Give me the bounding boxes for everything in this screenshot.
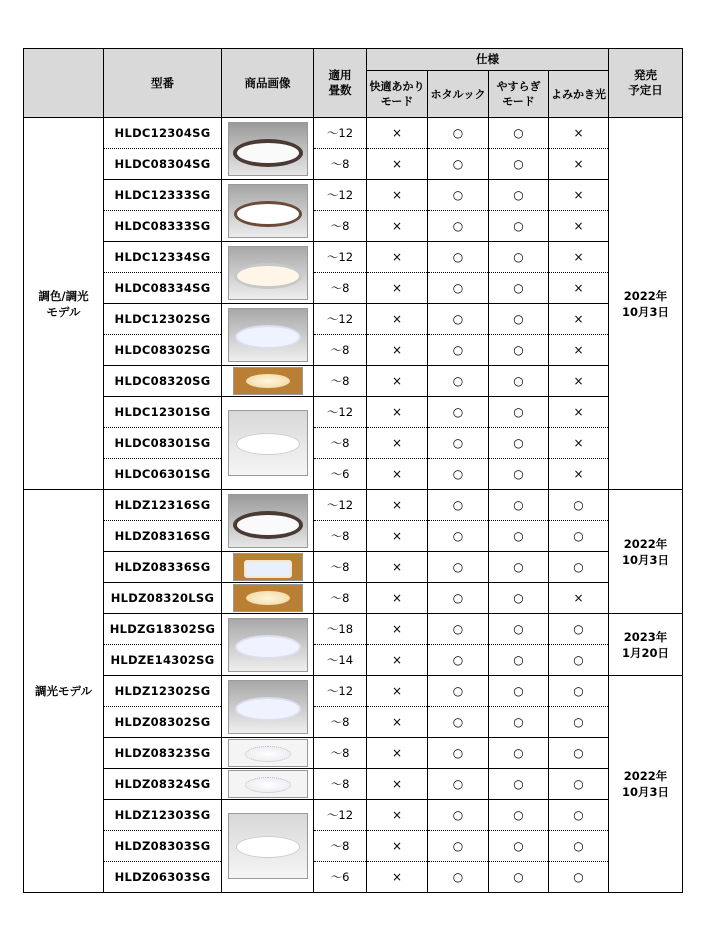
section-label: 調光モデル xyxy=(24,490,104,893)
table-row xyxy=(24,583,683,614)
lamp-warm-square-image xyxy=(233,553,303,581)
spec-hotaluck: ○ xyxy=(428,707,489,738)
lamp-clear-ring-image xyxy=(228,680,308,734)
table-row xyxy=(24,831,683,862)
table-row xyxy=(24,397,683,428)
lamp-warm-round-image xyxy=(233,367,303,395)
spec-yomikaki: ○ xyxy=(549,769,609,800)
model-number: HLDZ08316SG xyxy=(104,521,222,552)
spec-hotaluck: ○ xyxy=(428,645,489,676)
lamp-icon xyxy=(245,746,291,762)
lamp-silver-ring-image xyxy=(228,246,308,300)
spec-yasuragi: ○ xyxy=(489,707,549,738)
tatami-size: ～12 xyxy=(314,118,367,149)
model-number: HLDC12304SG xyxy=(104,118,222,149)
release-date: 2023年 1月20日 xyxy=(609,614,683,676)
spec-hotaluck: ○ xyxy=(428,242,489,273)
lamp-icon xyxy=(233,511,303,539)
tatami-size: ～14 xyxy=(314,645,367,676)
header-tatami: 適用 畳数 xyxy=(314,49,367,118)
spec-kaiteki: × xyxy=(367,490,428,521)
spec-yomikaki: × xyxy=(549,397,609,428)
model-number: HLDZ08324SG xyxy=(104,769,222,800)
lamp-plain-image xyxy=(228,813,308,879)
tatami-size: ～8 xyxy=(314,211,367,242)
model-number: HLDC12302SG xyxy=(104,304,222,335)
model-number: HLDZ08323SG xyxy=(104,738,222,769)
tatami-size: ～12 xyxy=(314,800,367,831)
release-date: 2022年 10月3日 xyxy=(609,676,683,893)
spec-yasuragi: ○ xyxy=(489,304,549,335)
product-spec-table xyxy=(23,48,683,893)
spec-hotaluck: ○ xyxy=(428,862,489,893)
spec-hotaluck: ○ xyxy=(428,800,489,831)
product-image-cell xyxy=(222,180,314,242)
spec-hotaluck: ○ xyxy=(428,149,489,180)
lamp-icon xyxy=(235,325,301,349)
model-number: HLDC08334SG xyxy=(104,273,222,304)
spec-yasuragi: ○ xyxy=(489,490,549,521)
spec-yasuragi: ○ xyxy=(489,273,549,304)
header-spec-yasuragi: やすらぎ モード xyxy=(489,71,549,118)
lamp-sparkle-image xyxy=(228,770,308,798)
spec-yomikaki: × xyxy=(549,118,609,149)
spec-kaiteki: × xyxy=(367,738,428,769)
table-row xyxy=(24,180,683,211)
model-number: HLDZG18302SG xyxy=(104,614,222,645)
table-row xyxy=(24,335,683,366)
spec-yasuragi: ○ xyxy=(489,831,549,862)
lamp-dark-ring-image xyxy=(228,494,308,548)
spec-yasuragi: ○ xyxy=(489,645,549,676)
lamp-icon xyxy=(234,201,302,227)
model-number: HLDZ08303SG xyxy=(104,831,222,862)
spec-yasuragi: ○ xyxy=(489,738,549,769)
product-image-cell xyxy=(222,366,314,397)
model-number: HLDC08302SG xyxy=(104,335,222,366)
tatami-size: ～8 xyxy=(314,583,367,614)
product-image-cell xyxy=(222,397,314,490)
spec-hotaluck: ○ xyxy=(428,552,489,583)
table-row xyxy=(24,242,683,273)
tatami-size: ～12 xyxy=(314,490,367,521)
lamp-icon xyxy=(246,591,290,605)
header-spec-kaiteki: 快適あかり モード xyxy=(367,71,428,118)
product-image-cell xyxy=(222,738,314,769)
table-row xyxy=(24,800,683,831)
spec-kaiteki: × xyxy=(367,180,428,211)
header-blank xyxy=(24,49,104,118)
spec-kaiteki: × xyxy=(367,800,428,831)
table-row xyxy=(24,552,683,583)
spec-yomikaki: ○ xyxy=(549,707,609,738)
table-row xyxy=(24,459,683,490)
spec-yasuragi: ○ xyxy=(489,242,549,273)
spec-yasuragi: ○ xyxy=(489,583,549,614)
header-spec: 仕様 xyxy=(367,49,609,71)
spec-kaiteki: × xyxy=(367,769,428,800)
product-image-cell xyxy=(222,490,314,552)
header-date: 発売 予定日 xyxy=(609,49,683,118)
spec-kaiteki: × xyxy=(367,304,428,335)
spec-yomikaki: × xyxy=(549,273,609,304)
table-row xyxy=(24,211,683,242)
spec-yasuragi: ○ xyxy=(489,521,549,552)
spec-yasuragi: ○ xyxy=(489,335,549,366)
spec-yomikaki: × xyxy=(549,242,609,273)
tatami-size: ～8 xyxy=(314,335,367,366)
model-number: HLDZ06303SG xyxy=(104,862,222,893)
header-spec-yomikaki: よみかき光 xyxy=(549,71,609,118)
spec-hotaluck: ○ xyxy=(428,118,489,149)
spec-kaiteki: × xyxy=(367,521,428,552)
header-image: 商品画像 xyxy=(222,49,314,118)
section-label: 調色/調光 モデル xyxy=(24,118,104,490)
spec-hotaluck: ○ xyxy=(428,459,489,490)
spec-hotaluck: ○ xyxy=(428,676,489,707)
spec-yasuragi: ○ xyxy=(489,676,549,707)
table-row xyxy=(24,428,683,459)
spec-yasuragi: ○ xyxy=(489,211,549,242)
tatami-size: ～12 xyxy=(314,180,367,211)
spec-yomikaki: ○ xyxy=(549,521,609,552)
model-number: HLDC12301SG xyxy=(104,397,222,428)
spec-yomikaki: × xyxy=(549,459,609,490)
product-image-cell xyxy=(222,118,314,180)
release-date: 2022年 10月3日 xyxy=(609,118,683,490)
spec-kaiteki: × xyxy=(367,552,428,583)
spec-kaiteki: × xyxy=(367,366,428,397)
model-number: HLDC06301SG xyxy=(104,459,222,490)
spec-yomikaki: ○ xyxy=(549,831,609,862)
tatami-size: ～8 xyxy=(314,552,367,583)
spec-kaiteki: × xyxy=(367,831,428,862)
lamp-icon xyxy=(236,433,300,455)
model-number: HLDC08320SG xyxy=(104,366,222,397)
model-number: HLDZ12303SG xyxy=(104,800,222,831)
model-number: HLDZ08302SG xyxy=(104,707,222,738)
spec-kaiteki: × xyxy=(367,335,428,366)
spec-yomikaki: ○ xyxy=(549,490,609,521)
model-number: HLDC12333SG xyxy=(104,180,222,211)
tatami-size: ～18 xyxy=(314,614,367,645)
table-row xyxy=(24,614,683,645)
spec-hotaluck: ○ xyxy=(428,769,489,800)
spec-hotaluck: ○ xyxy=(428,304,489,335)
spec-kaiteki: × xyxy=(367,118,428,149)
spec-yomikaki: × xyxy=(549,428,609,459)
tatami-size: ～6 xyxy=(314,862,367,893)
tatami-size: ～8 xyxy=(314,366,367,397)
spec-kaiteki: × xyxy=(367,397,428,428)
tatami-size: ～12 xyxy=(314,242,367,273)
model-number: HLDC08333SG xyxy=(104,211,222,242)
product-image-cell xyxy=(222,242,314,304)
spec-yomikaki: ○ xyxy=(549,676,609,707)
spec-yomikaki: × xyxy=(549,304,609,335)
spec-yomikaki: ○ xyxy=(549,800,609,831)
table-row xyxy=(24,738,683,769)
table-row xyxy=(24,676,683,707)
product-image-cell xyxy=(222,769,314,800)
spec-yasuragi: ○ xyxy=(489,180,549,211)
tatami-size: ～8 xyxy=(314,428,367,459)
spec-yasuragi: ○ xyxy=(489,862,549,893)
spec-kaiteki: × xyxy=(367,583,428,614)
product-image-cell xyxy=(222,800,314,893)
header-model: 型番 xyxy=(104,49,222,118)
spec-kaiteki: × xyxy=(367,862,428,893)
spec-yomikaki: ○ xyxy=(549,552,609,583)
spec-yasuragi: ○ xyxy=(489,397,549,428)
tatami-size: ～6 xyxy=(314,459,367,490)
spec-yomikaki: × xyxy=(549,149,609,180)
spec-yomikaki: × xyxy=(549,366,609,397)
lamp-icon xyxy=(235,635,301,659)
spec-yomikaki: × xyxy=(549,583,609,614)
product-image-cell xyxy=(222,676,314,738)
spec-hotaluck: ○ xyxy=(428,614,489,645)
tatami-size: ～8 xyxy=(314,707,367,738)
spec-hotaluck: ○ xyxy=(428,428,489,459)
header-spec-hotaluck: ホタルック xyxy=(428,71,489,118)
spec-kaiteki: × xyxy=(367,273,428,304)
spec-kaiteki: × xyxy=(367,149,428,180)
spec-yasuragi: ○ xyxy=(489,149,549,180)
table-row xyxy=(24,521,683,552)
lamp-plain-image xyxy=(228,410,308,476)
model-number: HLDC08301SG xyxy=(104,428,222,459)
spec-yasuragi: ○ xyxy=(489,459,549,490)
spec-kaiteki: × xyxy=(367,459,428,490)
lamp-icon xyxy=(234,263,302,289)
spec-yomikaki: × xyxy=(549,211,609,242)
spec-kaiteki: × xyxy=(367,676,428,707)
lamp-sparkle-image xyxy=(228,739,308,767)
spec-yomikaki: ○ xyxy=(549,645,609,676)
tatami-size: ～8 xyxy=(314,738,367,769)
spec-yasuragi: ○ xyxy=(489,769,549,800)
lamp-icon xyxy=(245,777,291,793)
table-row xyxy=(24,366,683,397)
lamp-icon xyxy=(233,139,303,167)
table-row xyxy=(24,769,683,800)
spec-hotaluck: ○ xyxy=(428,583,489,614)
spec-yomikaki: ○ xyxy=(549,738,609,769)
spec-hotaluck: ○ xyxy=(428,831,489,862)
tatami-size: ～8 xyxy=(314,149,367,180)
table-row xyxy=(24,862,683,893)
table-body xyxy=(24,118,683,893)
lamp-clear-ring-image xyxy=(228,308,308,362)
table-row xyxy=(24,490,683,521)
spec-yasuragi: ○ xyxy=(489,428,549,459)
lamp-icon xyxy=(236,836,300,858)
model-number: HLDZ08320LSG xyxy=(104,583,222,614)
spec-hotaluck: ○ xyxy=(428,180,489,211)
spec-kaiteki: × xyxy=(367,211,428,242)
product-image-cell xyxy=(222,583,314,614)
spec-hotaluck: ○ xyxy=(428,490,489,521)
spec-hotaluck: ○ xyxy=(428,366,489,397)
release-date: 2022年 10月3日 xyxy=(609,490,683,614)
tatami-size: ～12 xyxy=(314,397,367,428)
tatami-size: ～8 xyxy=(314,831,367,862)
table-row xyxy=(24,118,683,149)
spec-hotaluck: ○ xyxy=(428,273,489,304)
spec-hotaluck: ○ xyxy=(428,211,489,242)
lamp-dark-ring-image xyxy=(228,122,308,176)
lamp-brown-ring-image xyxy=(228,184,308,238)
lamp-icon xyxy=(244,560,292,578)
spec-yomikaki: ○ xyxy=(549,614,609,645)
product-image-cell xyxy=(222,552,314,583)
model-number: HLDZ12302SG xyxy=(104,676,222,707)
spec-hotaluck: ○ xyxy=(428,738,489,769)
model-number: HLDZ12316SG xyxy=(104,490,222,521)
spec-yomikaki: ○ xyxy=(549,862,609,893)
model-number: HLDZ08336SG xyxy=(104,552,222,583)
table-row xyxy=(24,273,683,304)
spec-yasuragi: ○ xyxy=(489,552,549,583)
spec-yomikaki: × xyxy=(549,180,609,211)
table-row xyxy=(24,304,683,335)
spec-hotaluck: ○ xyxy=(428,397,489,428)
product-image-cell xyxy=(222,304,314,366)
lamp-icon xyxy=(235,697,301,721)
model-number: HLDC12334SG xyxy=(104,242,222,273)
spec-kaiteki: × xyxy=(367,614,428,645)
table-header xyxy=(24,49,683,118)
lamp-warm-round-image xyxy=(233,584,303,612)
model-number: HLDZE14302SG xyxy=(104,645,222,676)
spec-yasuragi: ○ xyxy=(489,366,549,397)
spec-kaiteki: × xyxy=(367,428,428,459)
lamp-icon xyxy=(246,374,290,388)
spec-yasuragi: ○ xyxy=(489,614,549,645)
spec-yasuragi: ○ xyxy=(489,800,549,831)
tatami-size: ～12 xyxy=(314,304,367,335)
product-image-cell xyxy=(222,614,314,676)
model-number: HLDC08304SG xyxy=(104,149,222,180)
lamp-clear-ring-image xyxy=(228,618,308,672)
spec-hotaluck: ○ xyxy=(428,521,489,552)
spec-kaiteki: × xyxy=(367,242,428,273)
table-row xyxy=(24,707,683,738)
tatami-size: ～8 xyxy=(314,273,367,304)
spec-kaiteki: × xyxy=(367,645,428,676)
tatami-size: ～8 xyxy=(314,521,367,552)
table-row xyxy=(24,645,683,676)
table-row xyxy=(24,149,683,180)
spec-yasuragi: ○ xyxy=(489,118,549,149)
spec-kaiteki: × xyxy=(367,707,428,738)
spec-hotaluck: ○ xyxy=(428,335,489,366)
spec-yomikaki: × xyxy=(549,335,609,366)
tatami-size: ～8 xyxy=(314,769,367,800)
tatami-size: ～12 xyxy=(314,676,367,707)
